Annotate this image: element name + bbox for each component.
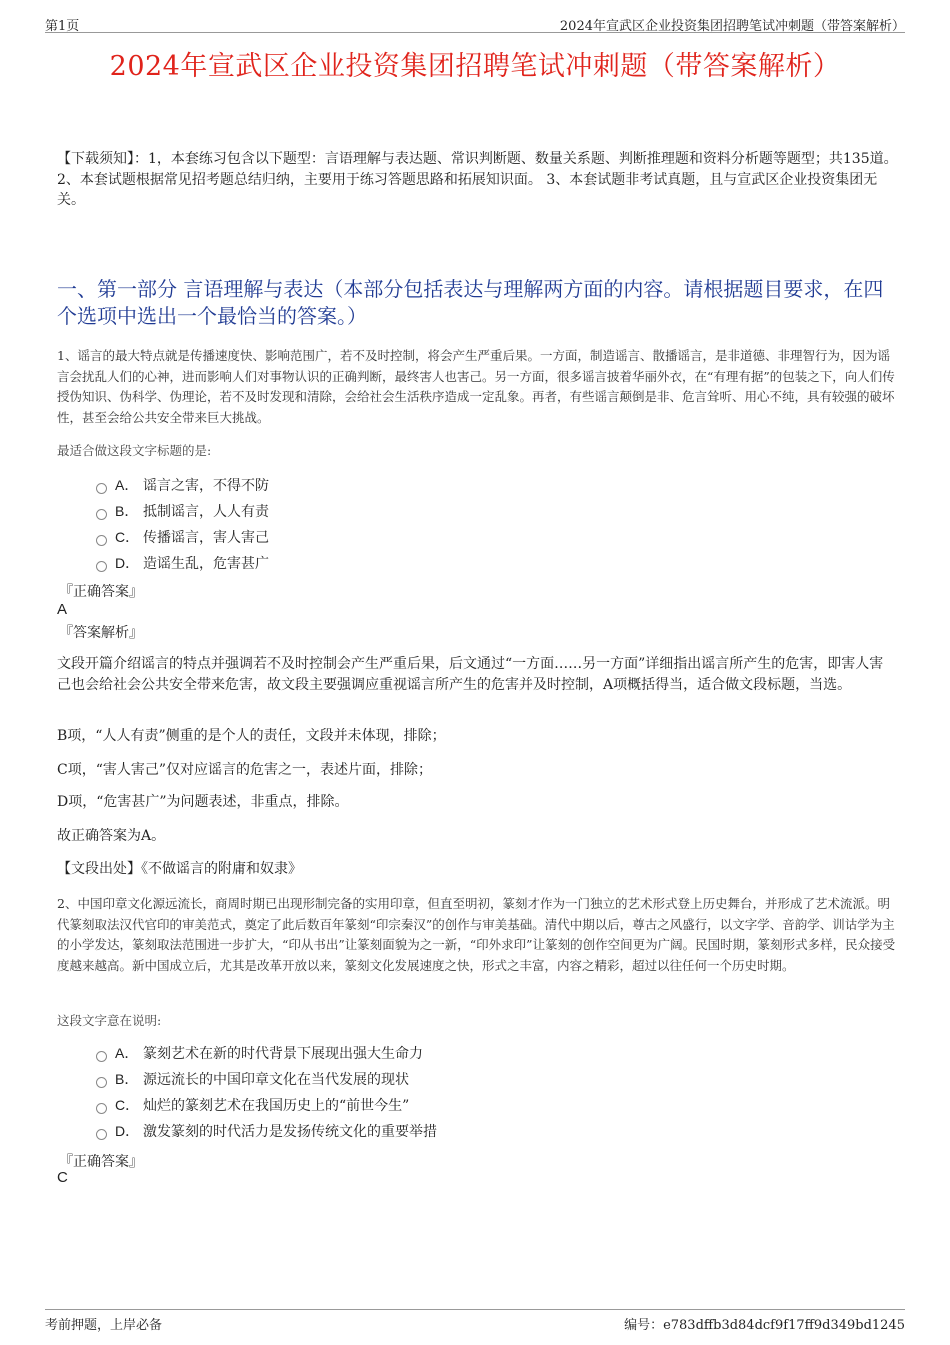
analysis-paragraph: D项，“危害甚广”为问题表述，非重点，排除。	[57, 794, 349, 810]
answer-label: 『正确答案』	[59, 584, 143, 600]
question-2-text: 2、中国印章文化源远流长，商周时期已出现形制完备的实用印章，但直至明初，篆刻才作为一门独立的艺术形式登上历史舞台，并形成了艺术流派。明代篆刻取法汉代官印的审美范式，奠定了此后数百年篆刻“印宗秦汉”的创作与审美基础。清代中期以后，尊古之风盛行，以文字学、音韵学、训诂学为主的小学发达，篆刻取法范围进一步扩大，“印从书出”让篆刻面貌为之一新，“印外求印”让篆刻的创作空间更为广阔。民国时期，篆刻形式多样，民众接受度越来越高。新中国成立后，尤其是改革开放以来，篆刻文化发展速度之快，形式之丰富，内容之精彩，超过以往任何一个历史时期。	[57, 896, 896, 973]
radio-icon[interactable]	[96, 1129, 107, 1140]
analysis-paragraph: C项，“害人害己”仅对应谣言的危害之一，表述片面，排除；	[57, 762, 433, 778]
page-footer	[45, 1309, 905, 1333]
source-citation: 【文段出处】《不做谣言的附庸和奴隶》	[57, 861, 302, 877]
page-header	[45, 14, 905, 33]
footer-code: 编号：e783dffb3d84dcf9f17ff9d349bd1245	[624, 1318, 905, 1333]
analysis-paragraph: B项，“人人有责”侧重的是个人的责任，文段并未体现，排除；	[57, 728, 446, 744]
radio-icon[interactable]	[96, 1051, 107, 1062]
document-title: 2024年宣武区企业投资集团招聘笔试冲刺题（带答案解析）	[109, 51, 841, 82]
analysis-paragraph: 文段开篇介绍谣言的特点并强调若不及时控制会产生严重后果，后文通过“一方面……另一方面”详细指出谣言所产生的危害，即害人害己也会给社会公共安全带来危害，故文段主要强调应重视谣言所产生的危害并及时控制，A项概括得当，适合做文段标题，当选。	[57, 656, 884, 693]
answer-value: C	[57, 1169, 68, 1186]
question-2-prompt: 这段文字意在说明:	[57, 1013, 162, 1028]
answer-label: 『正确答案』	[59, 1154, 143, 1170]
option-c[interactable]: C． 传播谣言，害人害己	[96, 524, 269, 550]
analysis-paragraph: 故正确答案为A。	[57, 828, 166, 844]
option-a[interactable]: A． 篆刻艺术在新的时代背景下展现出强大生命力	[96, 1040, 437, 1066]
radio-icon[interactable]	[96, 483, 107, 494]
radio-icon[interactable]	[96, 535, 107, 546]
radio-icon[interactable]	[96, 561, 107, 572]
option-c[interactable]: C． 灿烂的篆刻艺术在我国历史上的“前世今生”	[96, 1092, 437, 1118]
option-d[interactable]: D． 造谣生乱，危害甚广	[96, 550, 269, 576]
answer-value: A	[57, 601, 68, 618]
header-doc-name: 2024年宣武区企业投资集团招聘笔试冲刺题（带答案解析）	[559, 19, 905, 34]
radio-icon[interactable]	[96, 1077, 107, 1088]
question-1-options	[96, 472, 269, 576]
page-number: 第1页	[45, 19, 80, 34]
question-2-options	[96, 1040, 437, 1144]
option-b[interactable]: B． 抵制谣言，人人有责	[96, 498, 269, 524]
analysis-label: 『答案解析』	[59, 625, 143, 641]
radio-icon[interactable]	[96, 1103, 107, 1114]
footer-slogan: 考前押题，上岸必备	[45, 1318, 163, 1333]
section-title: 一、第一部分 言语理解与表达（本部分包括表达与理解两方面的内容。请根据题目要求，在四个选项中选出一个最恰当的答案。）	[57, 277, 884, 328]
download-notice: 【下载须知】：1，本套练习包含以下题型：言语理解与表达题、常识判断题、数量关系题、判断推理题和资料分析题等题型；共135道。 2、本套试题根据常见招考题总结归纳，主要用于练习答题思路和拓展知识面。 3、本套试题非考试真题，且与宣武区企业投资集团无关。	[57, 151, 898, 208]
option-a[interactable]: A． 谣言之害，不得不防	[96, 472, 269, 498]
option-d[interactable]: D． 激发篆刻的时代活力是发扬传统文化的重要举措	[96, 1118, 437, 1144]
radio-icon[interactable]	[96, 509, 107, 520]
question-1-text: 1、谣言的最大特点就是传播速度快、影响范围广，若不及时控制，将会产生严重后果。一方面，制造谣言、散播谣言，是非道德、非理智行为，因为谣言会扰乱人们的心神，进而影响人们对事物认识的正确判断，最终害人也害己。另一方面，很多谣言披着华丽外衣，在“有理有据”的包装之下，向人们传授伪知识、伪科学、伪理论，若不及时发现和清除，会给社会生活秩序造成一定乱象。再者，有些谣言颠倒是非、危言耸听、用心不纯，具有较强的破坏性，甚至会给公共安全带来巨大挑战。	[57, 348, 895, 425]
option-b[interactable]: B． 源远流长的中国印章文化在当代发展的现状	[96, 1066, 437, 1092]
question-1-prompt: 最适合做这段文字标题的是:	[57, 443, 212, 458]
